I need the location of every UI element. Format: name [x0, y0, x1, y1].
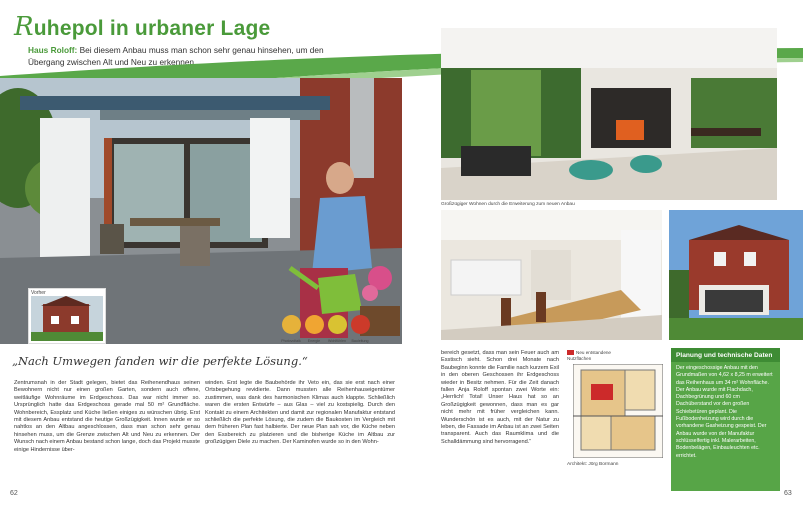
photovoltaik-icon	[282, 315, 301, 334]
page-number-right: 63	[784, 490, 792, 497]
badge-energie: Energie	[303, 315, 325, 343]
wohlfuehlen-icon	[328, 315, 347, 334]
text-column-2: winden. Erst legte die Baubehörde ihr Veto ein, das sie erst nach einer Ortsbegehung revidierte. Dann mussten alle Reihenhauseigentümer zustimmen, was dank des harmonischen Klimas auch klappte. Schließlich waren die ersten Entwürfe – aus Glas – viel zu kostspielig. Durch den Kontakt zu einem Architekten und damit zur regionalen Manufaktur entstand schließlich die perfekte Lösung, die zudem die Baukosten im Vergleich mit dem früheren Plan fast halbierte. Der neue Plan sah vor, die Küche neben den Essbereich zu platzieren und die bisherige Küche im Altbau zur großzügigen Diele zu machen. Der Kaminofen wurde so in den Wohn-	[205, 380, 395, 446]
floor-plan	[567, 350, 667, 470]
plan-caption: Architekt: Jörg Bormann	[567, 462, 619, 467]
badge-row	[280, 315, 372, 345]
page-title: Ruhepol in urbaner Lage	[14, 12, 271, 42]
badge-photovoltaik: Photovoltaik	[280, 315, 302, 343]
page-number-left: 62	[10, 490, 18, 497]
technical-data-text: Der eingeschossige Anbau mit den Grundmaßen von 4,62 x 8,25 m erweitert das Reihenhaus um 34 m² Wohnfläche. Der Anbau wurde mit Flachdach, Dachbegrünung und 60 cm Dachüberstand vor den großen Schiebetüren geplant. Die Fußbodenheizung wird durch die vorhandene Gasheizung gespeist. Der Anbau wurde von der Manufaktur schlüsselfertig inkl. Malerarbeiten, Bodenbelägen, Einbauleuchten etc. errichtet.	[676, 365, 773, 459]
technical-data-title: Planung und technische Daten	[671, 348, 780, 362]
text-column-1: Zentrumsnah in der Stadt gelegen, bietet das Reihenendhaus seinen Bewohnern nicht nur einen großen Garten, sondern auch offene, weitläufige Wohnräume im Erdgeschoss. Das war nicht immer so. Ursprünglich hatte das Erdgeschoss gerade mal 50 m² Grundfläche. Wohnbereich, Essplatz und Küche ließen einiges zu wünschen übrig. Erst mit diesem Anbau entstand die heutige Großzügigkeit. Innen wurde er so nahtlos an den Altbau angeschlossen, dass man schon sehr genau hinsehen muss, um die Grenze zwischen Alt und Neu zu erkennen. Der Wunsch nach einem Anbau bestand schon lange, doch das Projekt musste einige Hindernisse über-	[14, 380, 200, 453]
photo-exterior	[669, 210, 803, 340]
text-column-3: bereich gesetzt, dass man sein Feuer auch am Esstisch sieht. Schon drei Monate nach Baubeginn konnte die Familie nach kurzem Exil in den oberen Geschossen ihr Erdgeschoss wieder in Besitz nehmen. Für die Zeit danach fallen Anja Roloff spontan zwei Worte ein: „Herrlich! Total! Unser Haus hat so an Großzügigkeit gewonnen, dass man es gar nicht mehr mit früher vergleichen kann. Wunderschön ist es auch, mit der Natur zu leben, die Fassade im Anbau ist an zwei Seiten transparent. Auch das Raumklima und die Schalldämmung sind hervorragend.“	[441, 350, 559, 445]
bauleitung-icon	[351, 315, 370, 334]
inset-label: Vorher	[31, 290, 46, 296]
inset-before-photo	[28, 288, 106, 344]
technical-data-box	[671, 348, 780, 491]
badge-bauleitung: Bauleitung	[349, 315, 371, 343]
plan-legend: Neu entstandene Nutzflächen	[567, 350, 611, 361]
badge-wohlfuehlen: Wohlfühlen	[326, 315, 348, 343]
caption-living-room: Großzügiger Wohnen durch die Erweiterung zum neuen Anbau	[441, 202, 575, 207]
photo-living-room	[441, 28, 777, 200]
photo-kitchen-dining	[441, 210, 662, 340]
pull-quote: „Nach Umwegen fanden wir die perfekte Lösung.“	[12, 354, 308, 368]
intro-text: Haus Roloff: Bei diesem Anbau muss man schon sehr genau hinsehen, um den Übergang zwischen Alt und Neu zu erkennen.	[28, 45, 324, 67]
energie-icon	[305, 315, 324, 334]
